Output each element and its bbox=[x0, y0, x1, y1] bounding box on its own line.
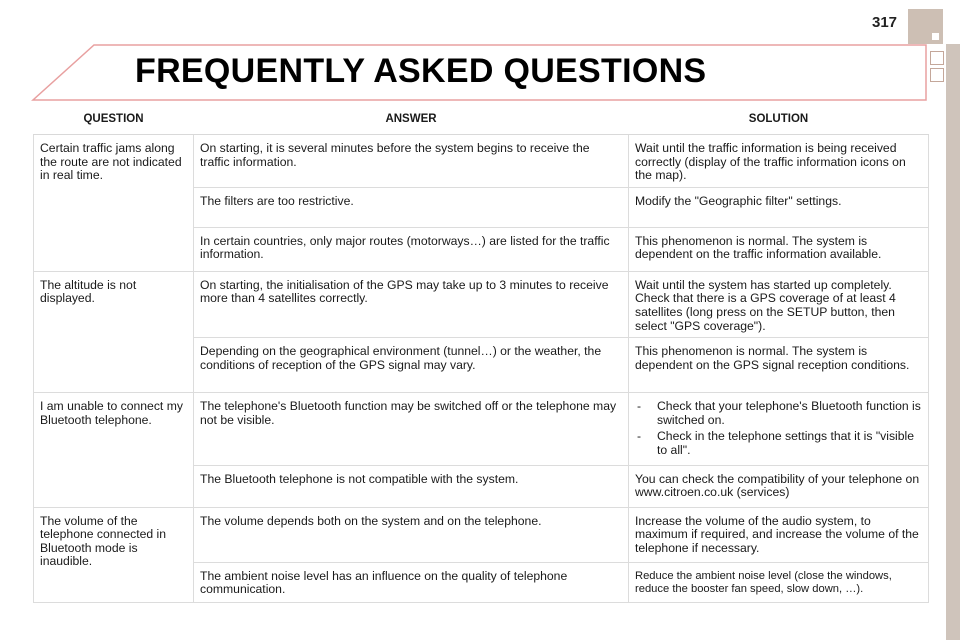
solution-cell bbox=[629, 393, 929, 465]
solution-cell: Reduce the ambient noise level (close the windows, reduce the booster fan speed, slow down, …). bbox=[629, 562, 929, 602]
solution-list-item: - Check in the telephone settings that it is "visible to all". bbox=[635, 430, 922, 457]
table-row bbox=[34, 135, 929, 188]
solution-cell: You can check the compatibility of your telephone on www.citroen.co.uk (services) bbox=[629, 465, 929, 507]
header-answer: ANSWER bbox=[194, 106, 629, 135]
header-question: QUESTION bbox=[34, 106, 194, 135]
solution-cell: Wait until the system has started up completely. Check that there is a GPS coverage of at least 4 satellites (long press on the SETUP button, then select "GPS coverage"). bbox=[629, 271, 929, 337]
solution-cell: Increase the volume of the audio system, to maximum if required, and increase the volume of the telephone if necessary. bbox=[629, 507, 929, 562]
question-cell: I am unable to connect my Bluetooth telephone. bbox=[34, 393, 194, 507]
question-cell: The altitude is not displayed. bbox=[34, 271, 194, 392]
answer-cell: Depending on the geographical environment (tunnel…) or the weather, the conditions of reception of the GPS signal may vary. bbox=[194, 338, 629, 393]
answer-cell: The filters are too restrictive. bbox=[194, 187, 629, 227]
page-title: FREQUENTLY ASKED QUESTIONS bbox=[135, 52, 707, 90]
corner-tab-square bbox=[932, 33, 939, 40]
table-row bbox=[34, 507, 929, 562]
solution-list bbox=[635, 400, 922, 457]
question-cell: Certain traffic jams along the route are not indicated in real time. bbox=[34, 135, 194, 272]
question-cell: The volume of the telephone connected in Bluetooth mode is inaudible. bbox=[34, 507, 194, 602]
answer-cell: The volume depends both on the system and on the telephone. bbox=[194, 507, 629, 562]
solution-list-item: - Check that your telephone's Bluetooth function is switched on. bbox=[635, 400, 922, 427]
corner-tab bbox=[908, 9, 943, 44]
table-header-row bbox=[34, 106, 929, 135]
answer-cell: On starting, the initialisation of the GPS may take up to 3 minutes to receive more than 4 satellites correctly. bbox=[194, 271, 629, 337]
faq-table bbox=[33, 106, 929, 603]
chapter-tab-marker-2 bbox=[930, 68, 944, 82]
answer-cell: The ambient noise level has an influence on the quality of telephone communication. bbox=[194, 562, 629, 602]
answer-cell: The telephone's Bluetooth function may be switched off or the telephone may not be visible. bbox=[194, 393, 629, 465]
table-row bbox=[34, 393, 929, 465]
answer-cell: In certain countries, only major routes (motorways…) are listed for the traffic information. bbox=[194, 227, 629, 271]
answer-cell: The Bluetooth telephone is not compatible with the system. bbox=[194, 465, 629, 507]
page-number: 317 bbox=[872, 14, 898, 31]
side-strip bbox=[946, 44, 960, 640]
solution-cell: Wait until the traffic information is being received correctly (display of the traffic information icons on the map). bbox=[629, 135, 929, 188]
header-solution: SOLUTION bbox=[629, 106, 929, 135]
table-row bbox=[34, 271, 929, 337]
answer-cell: On starting, it is several minutes before the system begins to receive the traffic information. bbox=[194, 135, 629, 188]
solution-cell: This phenomenon is normal. The system is dependent on the GPS signal reception conditions. bbox=[629, 338, 929, 393]
solution-cell: Modify the "Geographic filter" settings. bbox=[629, 187, 929, 227]
solution-cell: This phenomenon is normal. The system is dependent on the traffic information available. bbox=[629, 227, 929, 271]
chapter-tab-marker-1 bbox=[930, 51, 944, 65]
